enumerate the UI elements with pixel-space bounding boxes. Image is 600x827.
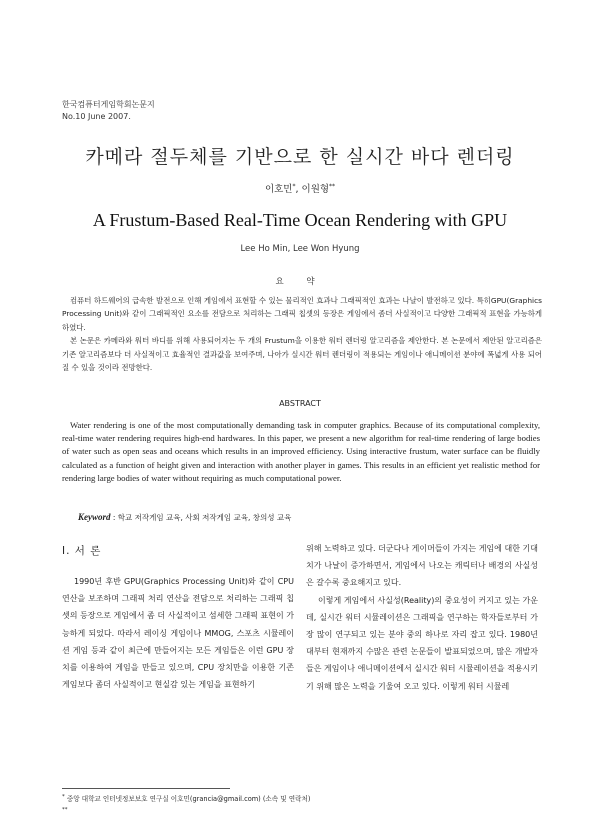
authors-korean xyxy=(0,181,600,195)
abstract-korean-heading: 요 약 xyxy=(275,277,325,287)
footnote-first-text: 중앙 대학교 인터넷정보보호 연구실 이호민(grancia@gmail.com) (소속 및 연락처) xyxy=(66,795,311,804)
body-paragraph: 1990년 후반 GPU(Graphics Processing Unit)와 같이 CPU 연산을 보조하며 그래픽 처리 연산을 전담으로 처리하는 그래픽 칩셋의 등장으로 게임에서 좀 더 사실적이고 섬세한 그래픽 표현이 가능하게 되었다. 따라서 레이싱 게임이나 MMOG, 스포츠 시뮬레이션 게임 등과 같이 최근에 만들어지는 모든 게임들은 이런 GPU 장치를 이용하여 게임을 만들고 있으며, CPU 장치만을 이용한 기존 게임보다 좀더 사실적이고 현실감 있는 게임을 표현하기 xyxy=(62,577,294,690)
authors-english: Lee Ho Min, Lee Won Hyung xyxy=(240,244,360,254)
footnote-second xyxy=(62,805,310,818)
footnote-first-mark: * xyxy=(62,794,65,800)
abstract-korean-paragraph: 컴퓨터 하드웨어의 급속한 발전으로 인해 게임에서 표현할 수 있는 물리적인 효과나 그래픽적인 효과는 나날이 발전하고 있다. 특히GPU(Graphics Processing Unit)와 같이 그래픽적인 요소를 전담으로 처리하는 그래픽 칩셋의 등장은 게임에서 좀더 사실적이고 다양한 그래픽적 표현을 가능하게 하였다. xyxy=(62,296,542,332)
footnotes xyxy=(62,792,310,818)
footnote-second-mark: ** xyxy=(62,807,68,814)
abstract-korean-paragraph: 본 논문은 카메라와 워터 바디를 위해 사용되어지는 두 개의 Frustum을 이용한 워터 렌더링 알고리즘을 제안한다. 본 논문에서 제안된 알고리즘은 기존 알고리즘보다 더 사실적이고 효율적인 결과값을 보여주며, 나아가 실시간 워터 렌더링이 적용되는 게임이나 애니메이션 분야에 폭넓게 사용 되어 질 수 있을 것이라 전망한다. xyxy=(62,336,542,373)
keywords-text: 학교 저작게임 교육, 사회 저작게임 교육, 창의성 교육 xyxy=(117,513,292,522)
section-heading-introduction: Ⅰ. 서 론 xyxy=(62,545,102,557)
keywords-label: Keyword xyxy=(78,512,111,522)
body-paragraph: 위해 노력하고 있다. 더군다나 게이머들이 가지는 게임에 대한 기대치가 나날이 증가하면서, 게임에서 나오는 캐릭터나 배경의 사실성은 갈수록 중요해지고 있다. xyxy=(306,544,538,588)
body-column-left xyxy=(62,573,294,693)
paper-title-english: A Frustum-Based Real-Time Ocean Rendering with GPU xyxy=(92,210,508,230)
author-first: 이호민 xyxy=(264,184,293,195)
journal-name: 한국컴퓨터게임학회논문지 xyxy=(62,100,155,109)
keywords-separator: : xyxy=(110,513,118,522)
body-paragraph: 이렇게 게임에서 사실성(Reality)의 중요성이 커지고 있는 가운데, 실시간 워터 시뮬레이션은 그래픽을 연구하는 학자들로부터 가장 많이 연구되고 있는 분야 중의 하나로 자리 잡고 있다. 1980년대부터 현재까지 수많은 관련 논문들이 발표되었으며, 많은 개발자들은 게임이나 애니메이션에서 실시간 워터 시뮬레이션을 적용시키기 위해 많은 노력을 기울여 오고 있다. 이렇게 워터 시뮬레 xyxy=(306,595,538,691)
journal-issue: No.10 June 2007. xyxy=(62,112,131,121)
keywords xyxy=(78,512,291,523)
author-second-mark: ** xyxy=(329,182,336,190)
footnote-first xyxy=(62,792,310,805)
footnote-divider xyxy=(62,788,230,789)
author-first-mark: * xyxy=(292,182,296,190)
abstract-korean xyxy=(62,294,542,374)
paper-title-korean: 카메라 절두체를 기반으로 한 실시간 바다 렌더링 xyxy=(85,146,515,168)
body-column-right xyxy=(306,540,538,695)
author-separator: , xyxy=(295,184,302,195)
journal-header xyxy=(62,99,155,123)
abstract-english: Water rendering is one of the most computationally demanding task in computer graphics. Because of its computational complexity, real-time water rendering requires high-end hardwares. In this paper, we present a new algorithm for real-time rendering of large bodies of water such as open seas and oceans which results in an improved efficiency. Using interactive frustum, water surface can be fluidly calculated as a function of height given and interaction with another player in games. This results in an efficient yet realistic method for rendering large bodies of water without requiring as much computational power. xyxy=(62,420,540,483)
author-second: 이원형 xyxy=(301,184,330,195)
abstract-english-heading: ABSTRACT xyxy=(279,399,321,408)
